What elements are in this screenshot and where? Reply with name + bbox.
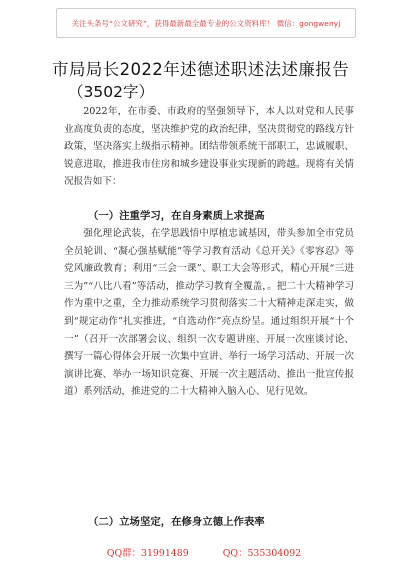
section-heading-2: （二）立场坚定，在修身立德上作表率	[88, 516, 265, 528]
section-1-paragraph: 强化理论武装，在学思践悟中厚植忠诚基因，带头参加全市党员全员轮训、“凝心强基赋能”等学习教育活动《总开关》《零容忍》等党风廉政教育；利用“三会一课”、职工大会等形式，精心开展“三进三为”“八比八看”等活动，推动学习教育全覆盖，。把二十大精神学习作为重中之重，全力推动系统学习贯彻落实二十大精神走深走实，做到“规定动作”扎实推进，“自选动作”亮点纷呈。通过组织开展“十个一”（召开一次部署会议、组织一次专题讲座、开展一次座谈讨论、撰写一篇心得体会开展一次集中宣讲、举行一场学习活动、开展一次演讲比赛、举办一场知识竞赛、开展一次主题活动、推出一批宣传报道）系列活动，推进党的二十大精神入脑入心、见行见效。	[64, 228, 354, 398]
promo-banner	[56, 8, 356, 38]
promo-banner-text: 关注头条号“公文研究”，获得最新最全最专业的公文资料库！ 微信：gongwenyj	[71, 18, 341, 28]
document-word-count: （3502字）	[68, 83, 154, 101]
qq-group-number: QQ群：31991489	[106, 548, 189, 559]
qq-contact-number: QQ：535304092	[222, 548, 302, 559]
document-title: 市局局长2022年述德述职述法述廉报告	[52, 60, 350, 79]
section-heading-1: （一）注重学习，在自身素质上求提高	[88, 210, 265, 222]
intro-paragraph: 2022年，在市委、市政府的坚强领导下，本人以对党和人民事业高度负责的态度，坚决维护党的政治纪律，坚决贯彻党的路线方针政策，坚决落实上级指示精神。团结带领系统干部职工，忠诚履职、锐意进取，推进我市住房和城乡建设事业实现新的跨越。现将有关情况报告如下：	[64, 106, 354, 188]
contact-footer	[0, 545, 408, 561]
